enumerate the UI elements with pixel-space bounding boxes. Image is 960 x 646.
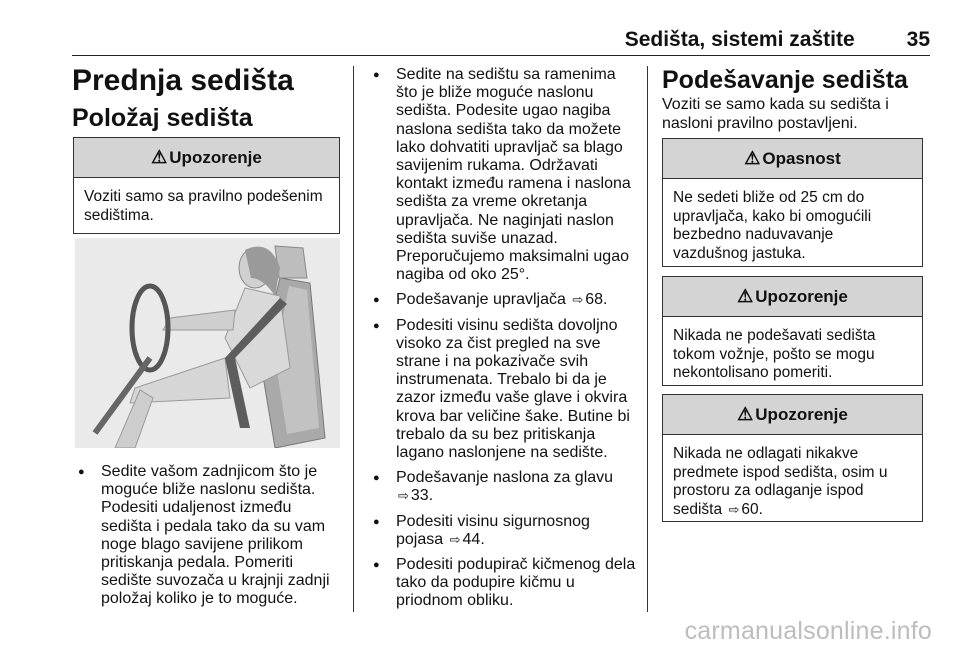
warning-triangle-icon: ⚠	[737, 404, 754, 424]
warning-box-body: Nikada ne odlagati nikakve predmete ispod sedišta, osim u prostoru za odlaganje ispod sedišta	[673, 445, 888, 518]
list-item-text: Sedite na sedištu sa ramenima što je bliže moguće naslonu sedišta. Podesite ugao nagiba naslona sedišta tako da možete lako dohvatiti upravljač sa blago savijenim rukama. Održavati kontakt između ramena i naslona sedišta za vreme okretanja upravljača. Ne naginjati naslon sedišta suviše unazad. Preporučujemo maksimalni ugao nagiba od oko 25°.	[396, 66, 631, 284]
warning-triangle-icon: ⚠	[151, 147, 168, 167]
list-item-text: Podesiti visinu sedišta dovoljno visoko za čist pregled na sve strane i na pokazivače svih instrumenata. Trebalo bi da je zazor između vaše glave i okvira krova bar veličine šake. Butine bi trebalo da su bez pritiskanja lagano naslonjene na sedište.	[396, 316, 630, 462]
list-item	[370, 469, 640, 505]
column-divider-2	[647, 66, 648, 612]
section-subtitle: Položaj sedišta	[72, 104, 253, 132]
warning-box-heading: Upozorenje	[755, 404, 848, 424]
list-item: ● Sedite vašom zadnjicom što je moguće bliže naslonu sedišta. Podesiti udaljenost između sedišta i pedala tako da su vam noge blago savijene prilikom pritiskanja pedala. Pomeriti sedište suvozača u krajnji zadnji položaj koliko je to moguće.	[75, 463, 343, 609]
danger-box-heading: Opasnost	[762, 148, 841, 168]
warning-box-seat	[73, 137, 340, 234]
page-reference[interactable]: 60.	[741, 500, 763, 518]
reference-arrow-icon: ⇨	[449, 531, 461, 547]
list-item	[370, 556, 640, 611]
warning-box-adjust	[662, 276, 923, 386]
driver-seated-illustration	[75, 238, 340, 448]
warning-triangle-icon: ⚠	[744, 148, 761, 168]
seat-position-illustration	[75, 238, 340, 448]
col1-bullet-list	[75, 463, 343, 616]
warning-box-header	[663, 395, 922, 435]
page-header	[570, 28, 930, 52]
col2-bullet-list	[370, 66, 640, 618]
reference-arrow-icon: ⇨	[398, 488, 409, 504]
warning-box-text	[663, 435, 922, 531]
warning-box-storage	[662, 394, 923, 522]
warning-box-text: Nikada ne podešavati sedišta tokom vožnje, pošto se mogu nekontolisano pomeriti.	[673, 327, 876, 381]
warning-triangle-icon: ⚠	[737, 286, 754, 306]
header-rule	[72, 55, 930, 56]
page-reference[interactable]: 44.	[462, 530, 485, 548]
list-item	[370, 513, 640, 549]
warning-box-text: Voziti samo sa pravilno podešenim sedištima.	[84, 188, 323, 224]
list-item-text: Podešavanje upravljača	[396, 291, 566, 309]
watermark: carmanualsonline.info	[684, 617, 932, 645]
warning-box-heading: Upozorenje	[755, 286, 848, 306]
section-title: Sedišta, sistemi zaštite	[624, 28, 855, 51]
page-reference[interactable]: 33.	[410, 487, 434, 505]
page-reference[interactable]: 68.	[585, 291, 608, 309]
intro-text: Voziti se samo kada su sedišta i nasloni pravilno postavljeni.	[662, 96, 889, 132]
warning-box-header	[74, 138, 339, 178]
warning-box-header	[663, 277, 922, 317]
reference-arrow-icon: ⇨	[728, 501, 740, 517]
list-item-text: Podesiti visinu sigurnosnog pojasa	[396, 512, 590, 548]
section-title-adjustment: Podešavanje sedišta	[662, 66, 908, 94]
column-divider-1	[353, 66, 354, 612]
list-item	[370, 66, 640, 284]
danger-box	[662, 138, 923, 267]
warning-box-heading: Upozorenje	[169, 147, 262, 167]
list-item	[370, 291, 640, 309]
list-item	[370, 317, 640, 463]
reference-arrow-icon: ⇨	[572, 292, 584, 308]
list-item-text: Podesiti podupirač kičmenog dela tako da podupire kičmu u priodnom obliku.	[396, 556, 636, 610]
list-item-text: Podešavanje naslona za glavu	[396, 469, 614, 487]
danger-box-text: Ne sedeti bliže od 25 cm do upravljača, kako bi omogućili bezbedno naduvavanje vazdušnog jastuka.	[673, 189, 872, 262]
page-title: Prednja sedišta	[72, 64, 294, 97]
page-number: 35	[906, 28, 930, 51]
danger-box-header	[663, 139, 922, 179]
